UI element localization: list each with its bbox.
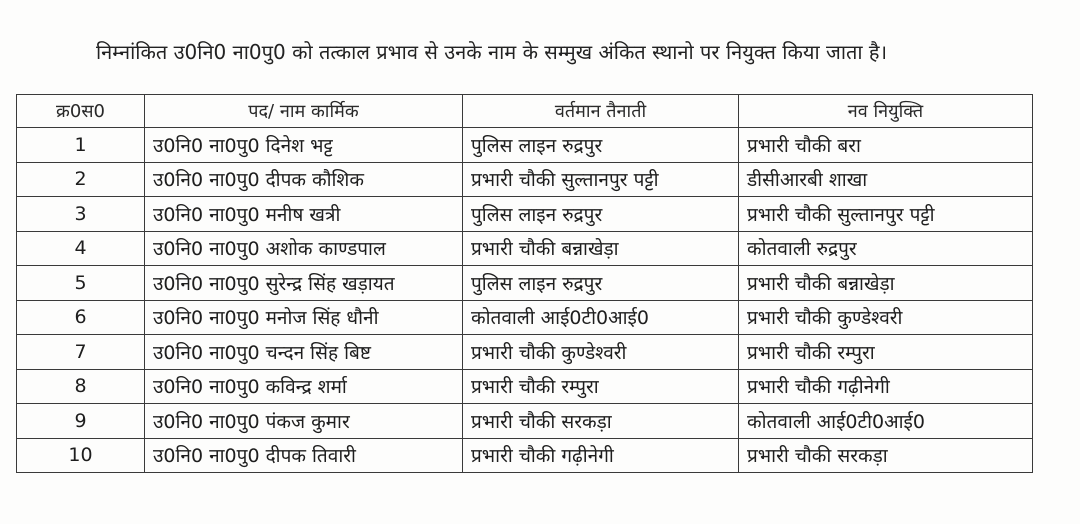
rank-name-cell: उ0नि0 ना0पु0 पंकज कुमार: [145, 404, 463, 439]
current-posting-cell: प्रभारी चौकी सुल्तानपुर पट्टी: [463, 162, 739, 197]
table-row: [17, 266, 1033, 301]
serial-number-cell: 7: [17, 335, 145, 370]
serial-number-cell: 9: [17, 404, 145, 439]
new-posting-cell: प्रभारी चौकी रम्पुरा: [739, 335, 1033, 370]
table-row: [17, 438, 1033, 473]
new-posting-cell: कोतवाली रुद्रपुर: [739, 231, 1033, 266]
serial-number-cell: 2: [17, 162, 145, 197]
rank-name-cell: उ0नि0 ना0पु0 दिनेश भट्ट: [145, 128, 463, 163]
current-posting-cell: प्रभारी चौकी बन्नाखेड़ा: [463, 231, 739, 266]
table-row: [17, 128, 1033, 163]
serial-number-cell: 5: [17, 266, 145, 301]
serial-number-cell: 6: [17, 300, 145, 335]
rank-name-cell: उ0नि0 ना0पु0 दीपक तिवारी: [145, 438, 463, 473]
serial-number-cell: 10: [17, 438, 145, 473]
new-posting-cell: प्रभारी चौकी गढ़ीनेगी: [739, 369, 1033, 404]
serial-number-cell: 8: [17, 369, 145, 404]
table-row: [17, 300, 1033, 335]
current-posting-cell: प्रभारी चौकी कुण्डेश्वरी: [463, 335, 739, 370]
current-posting-cell: प्रभारी चौकी सरकड़ा: [463, 404, 739, 439]
table-row: [17, 369, 1033, 404]
new-posting-cell: कोतवाली आई0टी0आई0: [739, 404, 1033, 439]
order-heading: निम्नांकित उ0नि0 ना0पु0 को तत्काल प्रभाव से उनके नाम के सम्मुख अंकित स्थानो पर नियुक्त किया जाता है।: [96, 40, 888, 64]
new-posting-cell: प्रभारी चौकी सरकड़ा: [739, 438, 1033, 473]
rank-name-cell: उ0नि0 ना0पु0 सुरेन्द्र सिंह खड़ायत: [145, 266, 463, 301]
rank-name-cell: उ0नि0 ना0पु0 अशोक काण्डपाल: [145, 231, 463, 266]
new-posting-cell: प्रभारी चौकी कुण्डेश्वरी: [739, 300, 1033, 335]
header-serial-number: क्र0स0: [17, 95, 145, 128]
current-posting-cell: पुलिस लाइन रुद्रपुर: [463, 128, 739, 163]
serial-number-cell: 1: [17, 128, 145, 163]
rank-name-cell: उ0नि0 ना0पु0 दीपक कौशिक: [145, 162, 463, 197]
table-header-row: [17, 95, 1033, 128]
rank-name-cell: उ0नि0 ना0पु0 मनीष खत्री: [145, 197, 463, 232]
current-posting-cell: प्रभारी चौकी रम्पुरा: [463, 369, 739, 404]
table-row: [17, 231, 1033, 266]
rank-name-cell: उ0नि0 ना0पु0 चन्दन सिंह बिष्ट: [145, 335, 463, 370]
current-posting-cell: पुलिस लाइन रुद्रपुर: [463, 197, 739, 232]
header-current-posting: वर्तमान तैनाती: [463, 95, 739, 128]
current-posting-cell: प्रभारी चौकी गढ़ीनेगी: [463, 438, 739, 473]
new-posting-cell: डीसीआरबी शाखा: [739, 162, 1033, 197]
table-row: [17, 197, 1033, 232]
current-posting-cell: पुलिस लाइन रुद्रपुर: [463, 266, 739, 301]
new-posting-cell: प्रभारी चौकी बरा: [739, 128, 1033, 163]
table-row: [17, 162, 1033, 197]
new-posting-cell: प्रभारी चौकी सुल्तानपुर पट्टी: [739, 197, 1033, 232]
current-posting-cell: कोतवाली आई0टी0आई0: [463, 300, 739, 335]
header-rank-name: पद/ नाम कार्मिक: [145, 95, 463, 128]
new-posting-cell: प्रभारी चौकी बन्नाखेड़ा: [739, 266, 1033, 301]
rank-name-cell: उ0नि0 ना0पु0 कविन्द्र शर्मा: [145, 369, 463, 404]
table-row: [17, 335, 1033, 370]
header-new-posting: नव नियुक्ति: [739, 95, 1033, 128]
transfer-table: [16, 94, 1033, 473]
rank-name-cell: उ0नि0 ना0पु0 मनोज सिंह धौनी: [145, 300, 463, 335]
serial-number-cell: 3: [17, 197, 145, 232]
serial-number-cell: 4: [17, 231, 145, 266]
table-row: [17, 404, 1033, 439]
